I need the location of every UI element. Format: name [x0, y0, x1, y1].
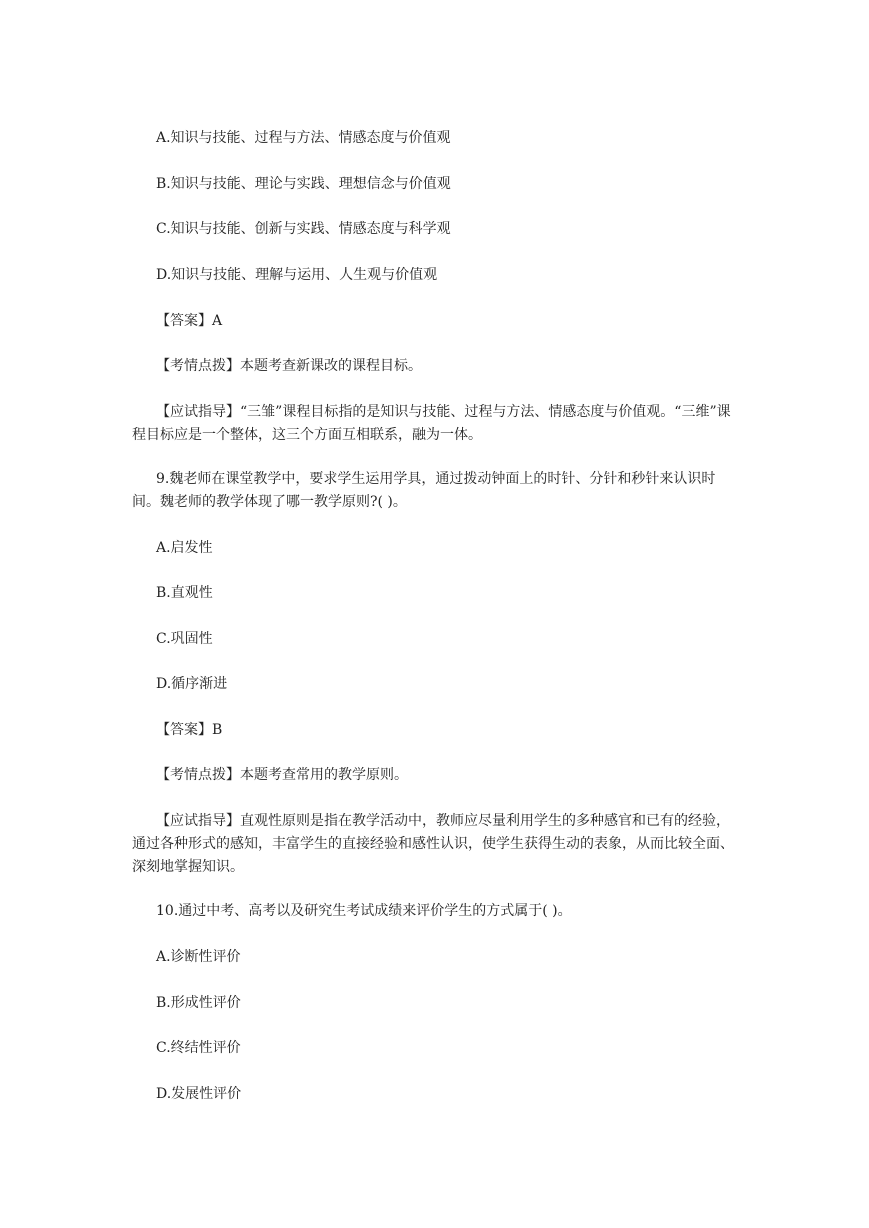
q8-option-c: C.知识与技能、创新与实践、情感态度与科学观 — [156, 221, 451, 237]
q8-key-point: 【考情点拨】本题考查新课改的课程目标。 — [156, 358, 422, 374]
q10-option-d: D.发展性评价 — [156, 1086, 242, 1102]
q9-option-d: D.循序渐进 — [156, 676, 228, 692]
q9-key-point: 【考情点拨】本题考查常用的教学原则。 — [156, 767, 408, 783]
q8-answer: 【答案】A — [156, 313, 223, 329]
q8-option-a: A.知识与技能、过程与方法、情感态度与价值观 — [156, 130, 451, 146]
q9-guidance: 【应试指导】直观性原则是指在教学活动中，教师应尽量利用学生的多种感官和已有的经验，通过各种形式的感知，丰富学生的直接经验和感性认识，使学生获得生动的表象，从而比较全面、深刻地掌握知识。 — [132, 813, 734, 875]
q9-answer: 【答案】B — [156, 722, 223, 738]
q9-question: 9.魏老师在课堂教学中，要求学生运用学具，通过拨动钟面上的时针、分针和秒针来认识时间。魏老师的教学体现了哪一教学原则?( )。 — [132, 471, 716, 510]
q8-option-d: D.知识与技能、理解与运用、人生观与价值观 — [156, 267, 438, 283]
q8-guidance: 【应试指导】“三雏”课程目标指的是知识与技能、过程与方法、情感态度与价值观。“三维”课程目标应是一个整体，这三个方面互相联系，融为一体。 — [132, 404, 731, 443]
q9-option-c: C.巩固性 — [156, 631, 213, 647]
q9-option-a: A.启发性 — [156, 540, 213, 556]
q10-question: 10.通过中考、高考以及研究生考试成绩来评价学生的方式属于( )。 — [156, 903, 572, 919]
q10-option-b: B.形成性评价 — [156, 995, 241, 1011]
q8-option-b: B.知识与技能、理论与实践、理想信念与价值观 — [156, 176, 451, 192]
q9-option-b: B.直观性 — [156, 585, 213, 601]
q10-option-a: A.诊断性评价 — [156, 949, 241, 965]
q10-option-c: C.终结性评价 — [156, 1040, 241, 1056]
